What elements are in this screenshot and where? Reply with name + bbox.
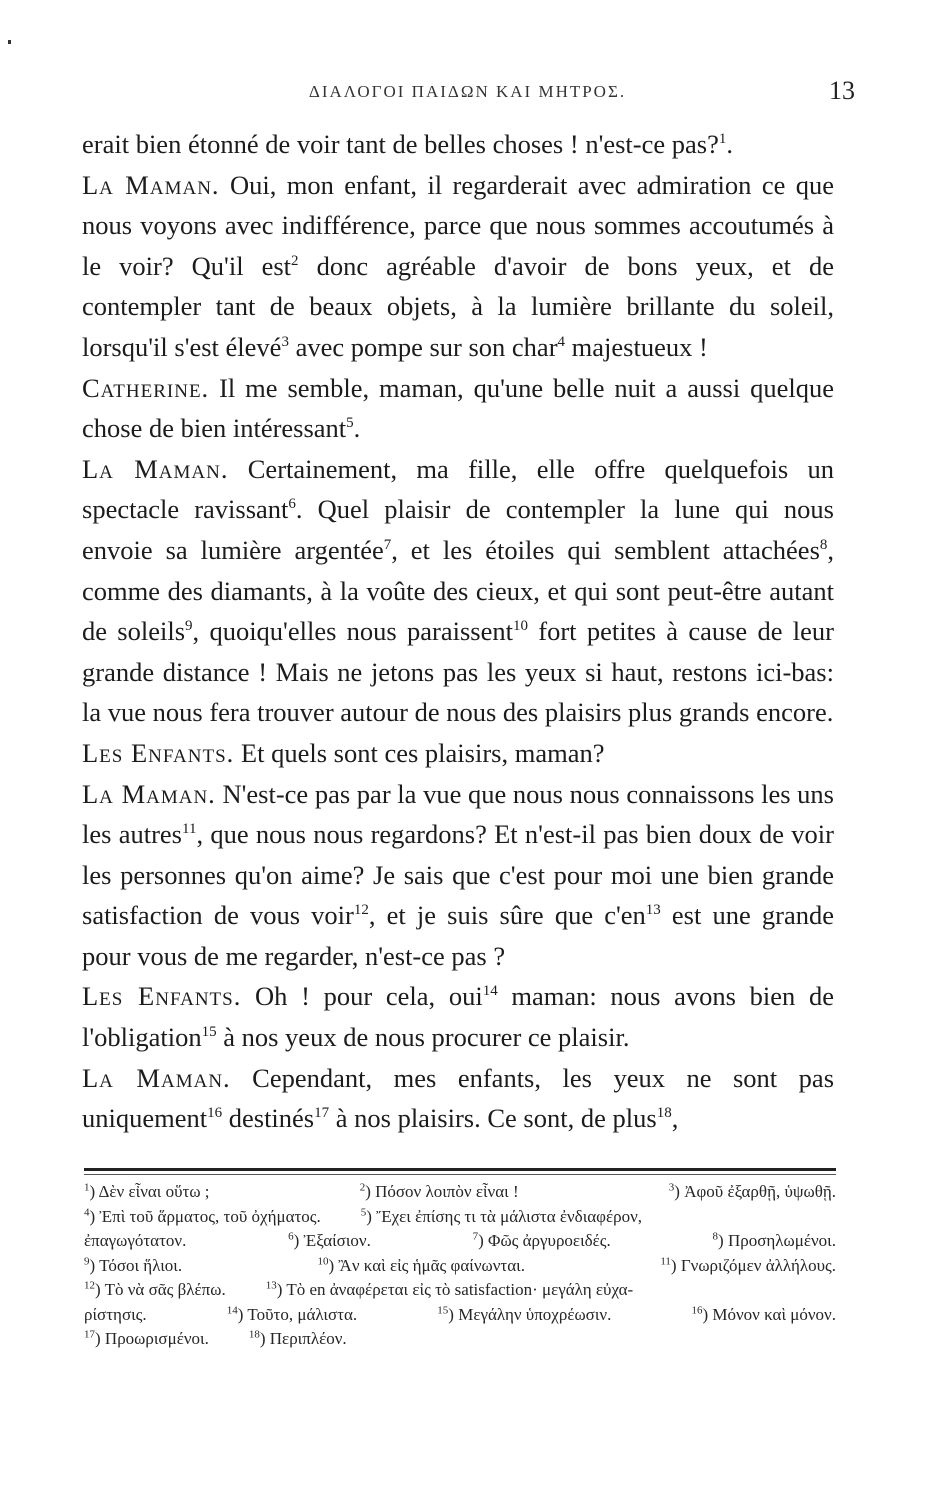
footnote: $^2$) Πόσον λοιπὸν εἶναι ! <box>359 1181 519 1201</box>
text-run: , et les étoiles qui semblent attachées <box>391 534 820 565</box>
speaker-name: La Maman. <box>82 1062 231 1093</box>
footnote-line <box>84 1205 836 1230</box>
footnote-number: 13 <box>265 1279 277 1292</box>
paragraph <box>82 774 834 977</box>
footnote-ref: 2 <box>291 252 299 269</box>
footnote: $^{10}$) Ἂν καὶ εἰς ἡμᾶς φαίνωνται. <box>317 1254 525 1275</box>
text-run: , quoiqu'elles nous paraissent <box>192 616 513 647</box>
running-title: ΔΙΑΛΟΓΟΙ ΠΑΙΔΩΝ ΚΑΙ ΜΗΤΡΟΣ. <box>308 82 627 101</box>
text-run: avec pompe sur son char <box>288 331 558 362</box>
text-run: fort petites à cause de leur grande distance ! Mais ne jetons pas les yeux si haut, restons ici-bas: la vue nous fera trouver autour de nous des plaisirs plus grands encore. <box>82 616 834 728</box>
footnote-number: 12 <box>84 1279 95 1292</box>
footnote-ref: 10 <box>513 618 528 635</box>
speaker-name: Les Enfants. <box>82 981 242 1012</box>
footnote-ref: 16 <box>207 1105 223 1122</box>
text-run: donc agréable d'avoir de bons yeux, et de contempler tant de beaux objets, à la lumière brillante du soleil, lorsqu'il s'est élevé <box>82 250 834 362</box>
text-run: . <box>353 413 361 444</box>
paragraph <box>82 449 834 733</box>
footnote-text: Περιπλέον. <box>269 1329 347 1348</box>
footnote-ref: 14 <box>482 983 498 1000</box>
footnote-text: Τοῦτο, μάλιστα. <box>247 1304 358 1324</box>
footnote-line <box>84 1254 836 1279</box>
footnote-number: 14 <box>226 1303 238 1316</box>
footnote-ref: 11 <box>182 821 197 838</box>
footnote-ref: 13 <box>645 902 661 919</box>
text-run: maman: nous avons bien de l'obligation <box>82 981 834 1053</box>
paragraph <box>82 976 834 1057</box>
text-run: Oui, mon enfant, il regarderait avec admiration ce que nous voyons avec indifférence, parce que nous sommes accoutumés à le voir? Qu'il est <box>82 169 834 281</box>
speaker-name: Les Enfants. <box>82 737 235 768</box>
footnote-number: 17 <box>84 1328 95 1341</box>
speaker-name: La Maman. <box>82 169 220 200</box>
footnote-line <box>84 1278 836 1303</box>
margin-speck <box>8 40 11 44</box>
text-run: destinés <box>222 1103 315 1134</box>
footnote-number: 3 <box>668 1181 675 1194</box>
footnote-text: ρίστησις. <box>84 1304 147 1324</box>
footnote: $^7$) Φῶς ἀργυροειδές. <box>472 1230 611 1250</box>
footnote: $^1$) Δὲν εἶναι οὕτω ; <box>84 1181 210 1201</box>
footnote-ref: 3 <box>281 334 289 351</box>
paragraph <box>82 368 834 449</box>
speaker-name: Catherine. <box>82 372 210 403</box>
footnote-text: Πόσον λοιπὸν εἶναι ! <box>375 1182 519 1201</box>
text-run: Oh ! pour cela, oui <box>241 981 483 1012</box>
footnote-ref: 1 <box>718 131 727 148</box>
footnote-text: Ἐξαίσιον. <box>303 1231 371 1250</box>
text-run: Et quels sont ces plaisirs, maman? <box>234 737 605 768</box>
speaker-name: La Maman. <box>82 453 229 484</box>
footnote: $^5$) Ἔχει ἐπίσης τι τὰ μάλιστα ἐνδιαφέρον, <box>360 1205 643 1226</box>
footnote-number: 16 <box>691 1303 703 1316</box>
footnote: $^{12}$) Τὸ νὰ σᾶς βλέπω. <box>84 1279 226 1299</box>
footnote-number: 1 <box>84 1181 90 1194</box>
footnote-ref: 5 <box>346 415 354 432</box>
footnote-ref: 18 <box>656 1105 672 1122</box>
text-run: , <box>671 1103 679 1134</box>
text-run: Certainement, ma fille, elle offre quelquefois un spectacle ravissant <box>82 453 834 525</box>
footnote-ref: 4 <box>557 334 566 351</box>
text-run: majestueux ! <box>565 331 708 362</box>
footnote-number: 2 <box>359 1181 366 1194</box>
footnote-line <box>84 1327 836 1352</box>
footnote: $^{16}$) Μόνον καὶ μόνον. <box>691 1303 836 1324</box>
running-head <box>80 76 855 112</box>
footnote-text: Μεγάλην ὑποχρέωσιν. <box>458 1304 612 1324</box>
paragraph <box>82 733 834 774</box>
body-text <box>82 124 834 1139</box>
footnote: $^8$) Προσηλωμένοι. <box>712 1230 836 1250</box>
footnote-text: Γνωριζόμεν ἀλλήλους. <box>680 1255 836 1275</box>
text-run: à nos plaisirs. Ce sont, de plus <box>329 1103 657 1134</box>
footnote: $^{11}$) Γνωριζόμεν ἀλλήλους. <box>660 1254 836 1275</box>
footnote-rule-thin <box>84 1174 836 1175</box>
footnote-number: 6 <box>288 1230 294 1243</box>
text-run: à nos yeux de nous procurer ce plaisir. <box>216 1022 630 1053</box>
footnote-line <box>84 1180 836 1205</box>
footnote-number: 9 <box>84 1254 90 1267</box>
footnote-text: Δὲν εἶναι οὕτω ; <box>98 1182 210 1201</box>
footnote-line <box>84 1229 836 1254</box>
footnote-text: Μόνον καὶ μόνον. <box>712 1304 836 1324</box>
text-run: , que nous nous regardons? Et n'est-il pas bien doux de voir les personnes qu'on aime? Je sais que c'est pour moi une bien grande satisfaction de vous voir <box>82 819 834 931</box>
footnote-text: ἐπαγωγότατον. <box>84 1231 187 1250</box>
footnote-ref: 8 <box>819 537 828 554</box>
footnote-line <box>84 1303 836 1328</box>
footnote: $^6$) Ἐξαίσιον. <box>288 1230 371 1250</box>
footnote-number: 11 <box>660 1254 671 1267</box>
footnote-text: Τὸ νὰ σᾶς βλέπω. <box>104 1280 226 1299</box>
speaker-name: La Maman. <box>82 778 216 809</box>
footnote-text: Ἀφοῦ ἐξαρθῇ, ὑψωθῇ. <box>684 1182 836 1201</box>
text-run: . <box>726 129 733 159</box>
footnote-ref: 9 <box>185 618 193 635</box>
text-run: Il me semble, maman, qu'une belle nuit a aussi quelque chose de bien intéressant <box>82 372 834 444</box>
text-run: erait bien étonné de voir tant de belles choses ! n'est-ce pas? <box>82 129 719 159</box>
footnote: $^3$) Ἀφοῦ ἐξαρθῇ, ὑψωθῇ. <box>668 1181 836 1201</box>
footnote: $^{17}$) Προωρισμένοι. <box>84 1328 209 1348</box>
footnote <box>84 1229 186 1254</box>
paragraph <box>82 165 834 368</box>
page-number: 13 <box>829 76 855 105</box>
text-run: est une grande pour vous de me regarder, n'est-ce pas ? <box>82 900 834 971</box>
footnote-number: 5 <box>360 1205 367 1218</box>
footnote-ref: 12 <box>353 902 369 919</box>
footnote-text: Ἂν καὶ εἰς ἡμᾶς φαίνωνται. <box>338 1255 525 1275</box>
footnote: $^9$) Τόσοι ἥλιοι. <box>84 1254 183 1275</box>
text-run: Cependant, mes enfants, les yeux ne sont pas uniquement <box>82 1062 835 1134</box>
paragraph <box>82 1058 834 1139</box>
footnote-number: 15 <box>437 1303 449 1316</box>
footnote: $^4$) Ἐπὶ τοῦ ἅρματος, τοῦ ὀχήματος. <box>84 1205 321 1226</box>
footnote-number: 8 <box>712 1230 719 1243</box>
footnote-text: Ἔχει ἐπίσης τι τὰ μάλιστα ἐνδιαφέρον, <box>376 1206 643 1226</box>
footnote: $^{13}$) Τὸ en ἀναφέρεται εἰς τὸ satisfaction· μεγάλη εὐχα- <box>265 1279 634 1299</box>
footnote-ref: 17 <box>314 1105 330 1122</box>
footnote-number: 10 <box>317 1254 329 1267</box>
footnote-ref: 6 <box>288 496 296 513</box>
text-run: , et je suis sûre que c'en <box>368 900 646 931</box>
footnote: $^{18}$) Περιπλέον. <box>248 1328 347 1348</box>
footnote <box>84 1303 147 1328</box>
footnote-text: Προωρισμένοι. <box>104 1329 209 1348</box>
footnote: $^{15}$) Μεγάλην ὑποχρέωσιν. <box>437 1303 612 1324</box>
footnote-ref: 15 <box>201 1024 217 1041</box>
footnote-text: Ἐπὶ τοῦ ἅρματος, τοῦ ὀχήματος. <box>99 1206 321 1226</box>
footnote-number: 18 <box>248 1328 260 1341</box>
footnote: $^{14}$) Τοῦτο, μάλιστα. <box>226 1303 358 1324</box>
footnote-text: Τόσοι ἥλιοι. <box>99 1255 183 1275</box>
footnote-text: Τὸ en ἀναφέρεται εἰς τὸ satisfaction· μεγάλη εὐχα- <box>286 1280 634 1299</box>
footnote-rule <box>84 1168 836 1171</box>
footnote-number: 4 <box>84 1205 90 1218</box>
text-run: . Quel plaisir de contempler la lune qui nous envoie sa lumière argentée <box>82 494 834 565</box>
footnote-ref: 7 <box>383 537 392 554</box>
paragraph <box>82 124 834 165</box>
footnote-text: Φῶς ἀργυροειδές. <box>488 1231 611 1250</box>
footnote-text: Προσηλωμένοι. <box>727 1231 836 1250</box>
text-run: , comme des diamants, à la voûte des cieux, et qui sont peut-être autant de soleils <box>82 534 835 647</box>
text-run: N'est-ce pas par la vue que nous nous connaissons les uns les autres <box>82 778 834 850</box>
footnote-number: 7 <box>472 1230 479 1243</box>
footnotes <box>84 1180 836 1352</box>
